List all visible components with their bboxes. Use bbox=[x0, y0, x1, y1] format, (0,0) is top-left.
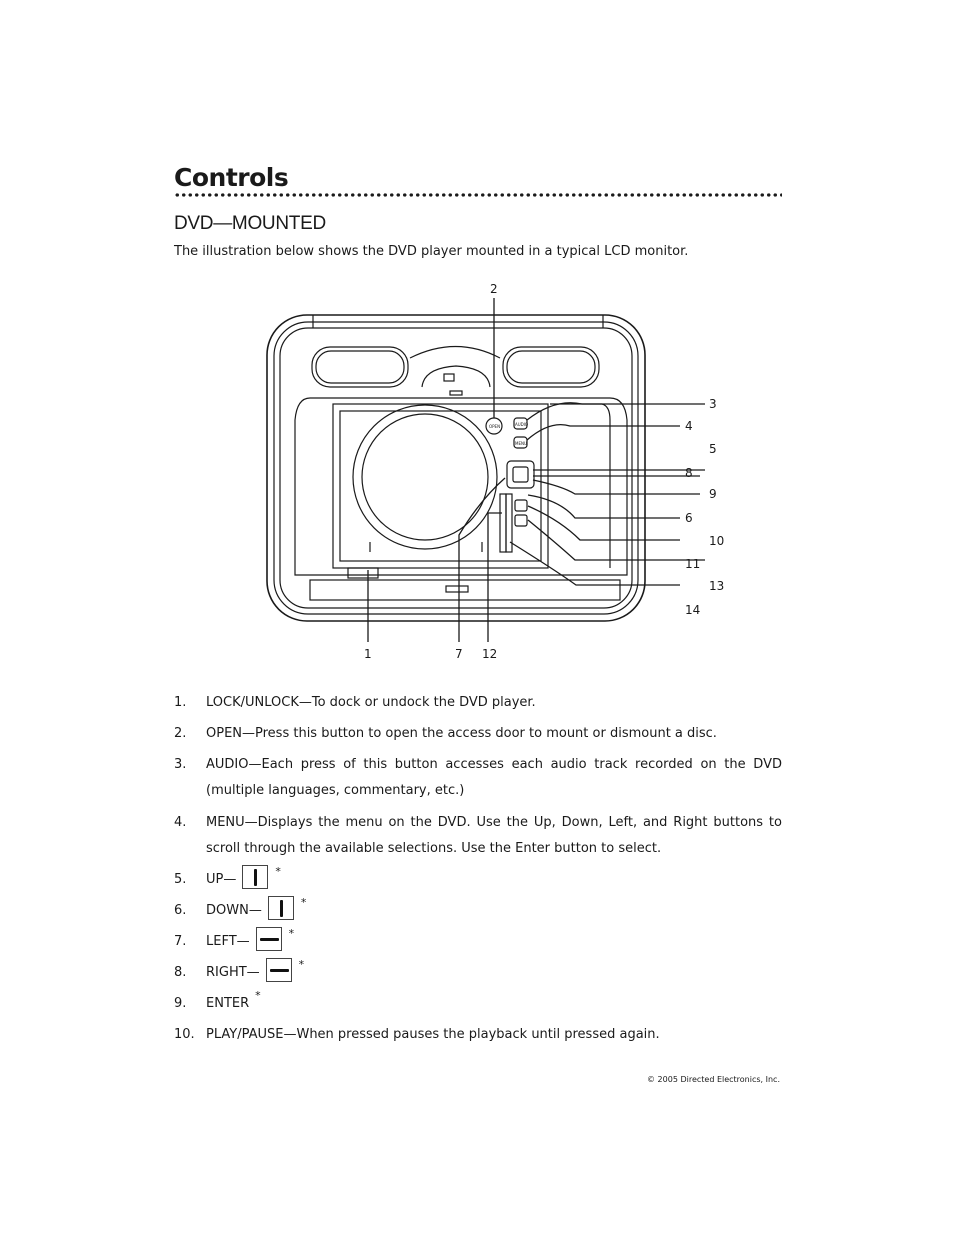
item-number: 4. bbox=[174, 815, 187, 830]
item-number: 8. bbox=[174, 965, 187, 980]
audio-button-label: AUDIO bbox=[515, 422, 529, 427]
callout-5: 5 bbox=[709, 442, 717, 456]
right-icon bbox=[266, 958, 292, 982]
item-number: 10. bbox=[174, 1027, 195, 1042]
callout-4: 4 bbox=[685, 419, 693, 433]
copyright-footer: © 2005 Directed Electronics, Inc. bbox=[647, 1075, 780, 1084]
up-icon bbox=[242, 865, 268, 889]
dvd-player-illustration bbox=[250, 280, 730, 665]
list-item bbox=[174, 929, 782, 955]
list-item bbox=[174, 960, 782, 986]
footnote-marker: * bbox=[288, 927, 295, 940]
menu-button-label: MENU bbox=[515, 441, 527, 446]
callout-3: 3 bbox=[709, 397, 717, 411]
callout-11: 11 bbox=[685, 557, 701, 571]
callout-9: 9 bbox=[709, 487, 717, 501]
list-item bbox=[174, 690, 782, 716]
item-number: 7. bbox=[174, 934, 187, 949]
footnote-marker: * bbox=[275, 865, 281, 878]
list-item bbox=[174, 752, 782, 804]
list-item bbox=[174, 867, 782, 893]
callout-10: 10 bbox=[709, 534, 725, 548]
controls-list bbox=[174, 690, 782, 1048]
callout-2: 2 bbox=[490, 282, 498, 296]
list-item bbox=[174, 1022, 782, 1048]
item-text: PLAY/PAUSE—When pressed pauses the playback until pressed again. bbox=[206, 1027, 660, 1042]
direction-pad bbox=[507, 461, 534, 488]
disc-slot bbox=[500, 494, 506, 552]
item-number: 9. bbox=[174, 996, 187, 1011]
footnote-marker: * bbox=[298, 958, 305, 971]
callout-12: 12 bbox=[482, 647, 498, 661]
list-item bbox=[174, 721, 782, 747]
item-number: 3. bbox=[174, 757, 187, 772]
item-text: UP— bbox=[206, 872, 237, 887]
footnote-marker: * bbox=[255, 989, 261, 1002]
dotted-divider bbox=[174, 193, 782, 197]
item-text: AUDIO—Each press of this button accesses each audio track recorded on the DVD (multiple languages, commentary, etc.) bbox=[206, 757, 782, 798]
list-item bbox=[174, 898, 782, 924]
callout-14: 14 bbox=[685, 603, 701, 617]
item-text: RIGHT— bbox=[206, 965, 260, 980]
item-number: 1. bbox=[174, 695, 187, 710]
right-speaker bbox=[503, 347, 599, 387]
callout-1: 1 bbox=[364, 647, 372, 661]
disc-window bbox=[353, 405, 497, 549]
item-text: DOWN— bbox=[206, 903, 262, 918]
play-pause-button bbox=[515, 500, 527, 511]
open-button-label: OPEN bbox=[489, 424, 501, 429]
item-number: 6. bbox=[174, 903, 187, 918]
item-text: MENU—Displays the menu on the DVD. Use the Up, Down, Left, and Right buttons to scroll through the available selections. Use the Enter button to select. bbox=[206, 815, 782, 856]
list-item bbox=[174, 810, 782, 862]
callout-7: 7 bbox=[455, 647, 463, 661]
stop-button bbox=[515, 515, 527, 526]
callout-6: 6 bbox=[685, 511, 693, 525]
left-icon bbox=[256, 927, 282, 951]
intro-text: The illustration below shows the DVD player mounted in a typical LCD monitor. bbox=[174, 244, 689, 259]
item-text: ENTER bbox=[206, 996, 250, 1011]
left-speaker bbox=[312, 347, 408, 387]
item-number: 2. bbox=[174, 726, 187, 741]
item-text: LEFT— bbox=[206, 934, 250, 949]
down-icon bbox=[268, 896, 294, 920]
section-heading: DVD—MOUNTED bbox=[174, 213, 326, 234]
page-title: Controls bbox=[174, 163, 289, 192]
item-text: OPEN—Press this button to open the access door to mount or dismount a disc. bbox=[206, 726, 717, 741]
item-number: 5. bbox=[174, 872, 187, 887]
list-item bbox=[174, 991, 782, 1017]
footnote-marker: * bbox=[300, 896, 307, 909]
callout-13: 13 bbox=[709, 579, 725, 593]
item-text: LOCK/UNLOCK—To dock or undock the DVD player. bbox=[206, 695, 536, 710]
callout-8: 8 bbox=[685, 466, 693, 480]
